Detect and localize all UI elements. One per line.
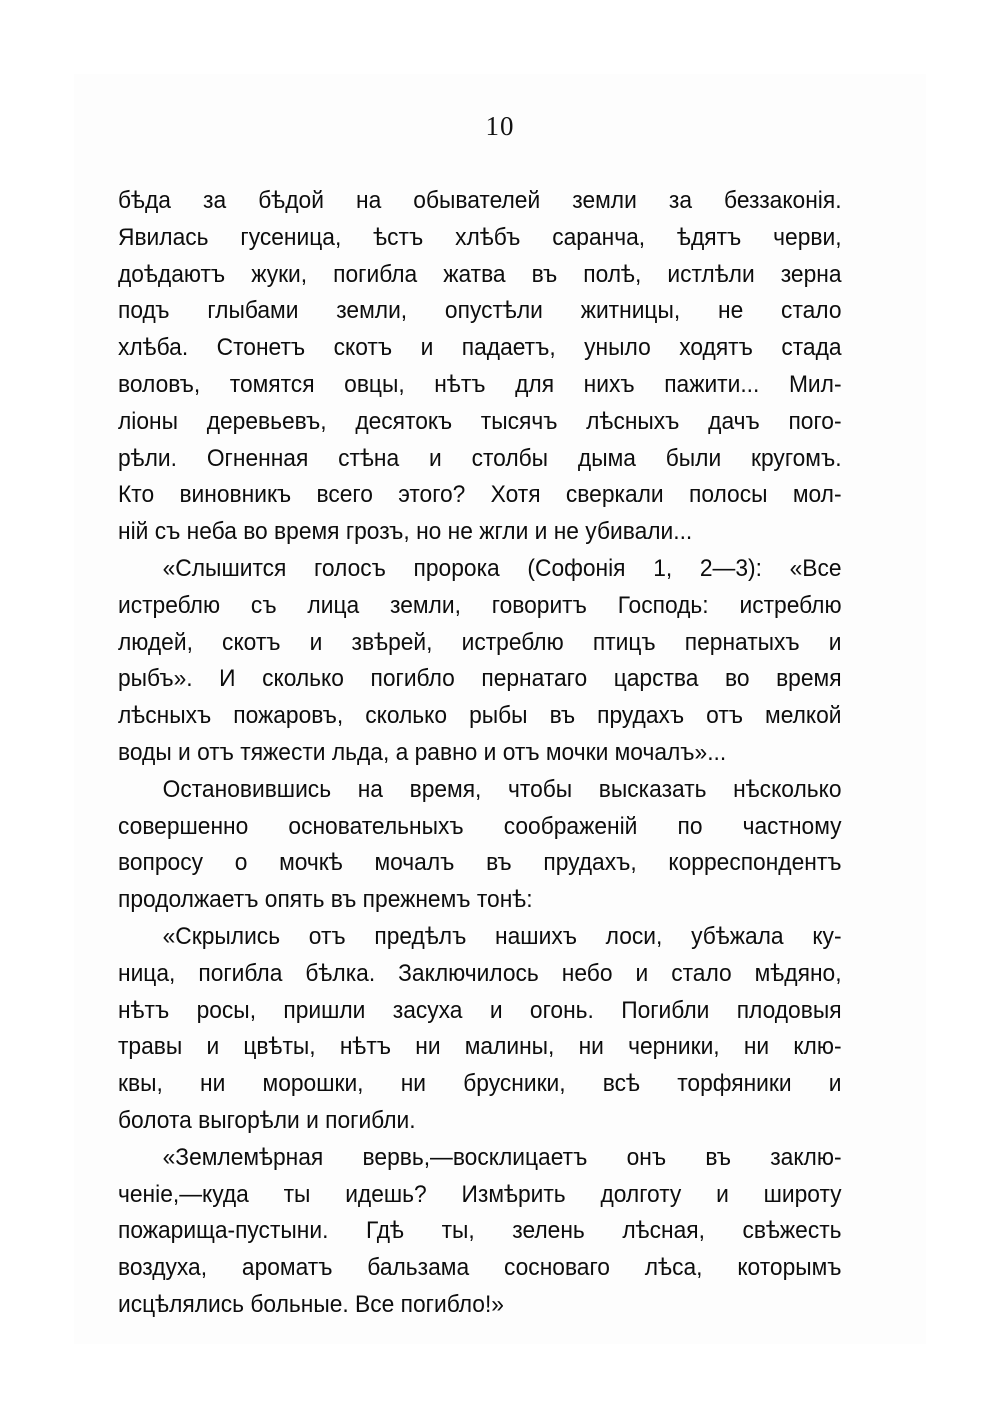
- text-line: ница, погибла бѣлка. Заключилось небо и стало мѣдяно,: [118, 959, 842, 987]
- text-line: Остановившись на время, чтобы высказать нѣсколько: [162, 775, 842, 803]
- text-line: воды и отъ тяжести льда, а равно и отъ мочки мочалъ»...: [118, 738, 727, 766]
- text-line: болота выгорѣли и погибли.: [118, 1106, 416, 1134]
- text-line: «Землемѣрная вервь,—восклицаетъ онъ въ заклю-: [162, 1143, 842, 1171]
- text-line: Кто виновникъ всего этого? Хотя сверкали полосы мол-: [118, 481, 842, 509]
- text-line: бѣда за бѣдой на обывателей земли за беззаконія.: [118, 187, 842, 214]
- text-line: доѣдаютъ жуки, погибла жатва въ полѣ, истлѣли зерна: [118, 260, 842, 288]
- page-number: 10: [485, 111, 515, 141]
- text-line: подъ глыбами земли, опустѣли житницы, не стало: [118, 297, 842, 325]
- text-line: пожарища-пустыни. Гдѣ ты, зелень лѣсная, свѣжесть: [118, 1217, 842, 1245]
- text-line: истреблю съ лица земли, говоритъ Господь: истреблю: [118, 591, 842, 619]
- text-line: Явилась гусеница, ѣстъ хлѣбъ саранча, ѣдятъ черви,: [118, 223, 842, 251]
- paragraph: [118, 183, 842, 551]
- text-line: ченіе,—куда ты идешь? Измѣрить долготу и широту: [118, 1180, 842, 1208]
- paragraph: [118, 1140, 842, 1324]
- text-line: воловъ, томятся овцы, нѣтъ для нихъ пажити... Мил-: [118, 370, 842, 398]
- text-line: лѣсныхъ пожаровъ, сколько рыбы въ прудахъ отъ мелкой: [118, 702, 842, 730]
- text-line: рѣли. Огненная стѣна и столбы дыма были кругомъ.: [118, 444, 842, 472]
- text-line: исцѣлялись больные. Все погибло!»: [118, 1290, 504, 1318]
- paragraph: [118, 772, 842, 919]
- text-line: ній съ неба во время грозъ, но не жгли и не убивали...: [118, 518, 693, 546]
- text-line: хлѣба. Стонетъ скотъ и падаетъ, уныло ходятъ стада: [118, 334, 842, 362]
- text-line: рыбъ». И сколько погибло пернатаго царства во время: [118, 665, 842, 693]
- body-text: [118, 183, 842, 1324]
- text-line: квы, ни морошки, ни брусники, всѣ торфяники и: [118, 1070, 842, 1098]
- text-line: совершенно основательныхъ соображеній по частному: [118, 812, 842, 840]
- text-line: воздуха, ароматъ бальзама сосноваго лѣса, которымъ: [118, 1254, 842, 1282]
- text-line: продолжаетъ опять въ прежнемъ тонѣ:: [118, 886, 533, 914]
- text-line: людей, скотъ и звѣрей, истреблю птицъ пернатыхъ и: [118, 628, 842, 656]
- text-line: «Слышится голосъ пророка (Софонія 1, 2—3): «Все: [162, 554, 842, 582]
- text-line: нѣтъ росы, пришли засуха и огонь. Погибли плодовыя: [118, 996, 842, 1024]
- paragraph: [118, 919, 842, 1140]
- text-line: ліоны деревьевъ, десятокъ тысячъ лѣсныхъ дачъ пого-: [118, 407, 842, 435]
- text-line: травы и цвѣты, нѣтъ ни малины, ни черники, ни клю-: [118, 1033, 842, 1061]
- paragraph: [118, 551, 842, 772]
- text-line: вопросу о мочкѣ мочалъ въ прудахъ, корреспондентъ: [118, 849, 842, 877]
- text-line: «Скрылись отъ предѣлъ нашихъ лоси, убѣжала ку-: [162, 922, 842, 950]
